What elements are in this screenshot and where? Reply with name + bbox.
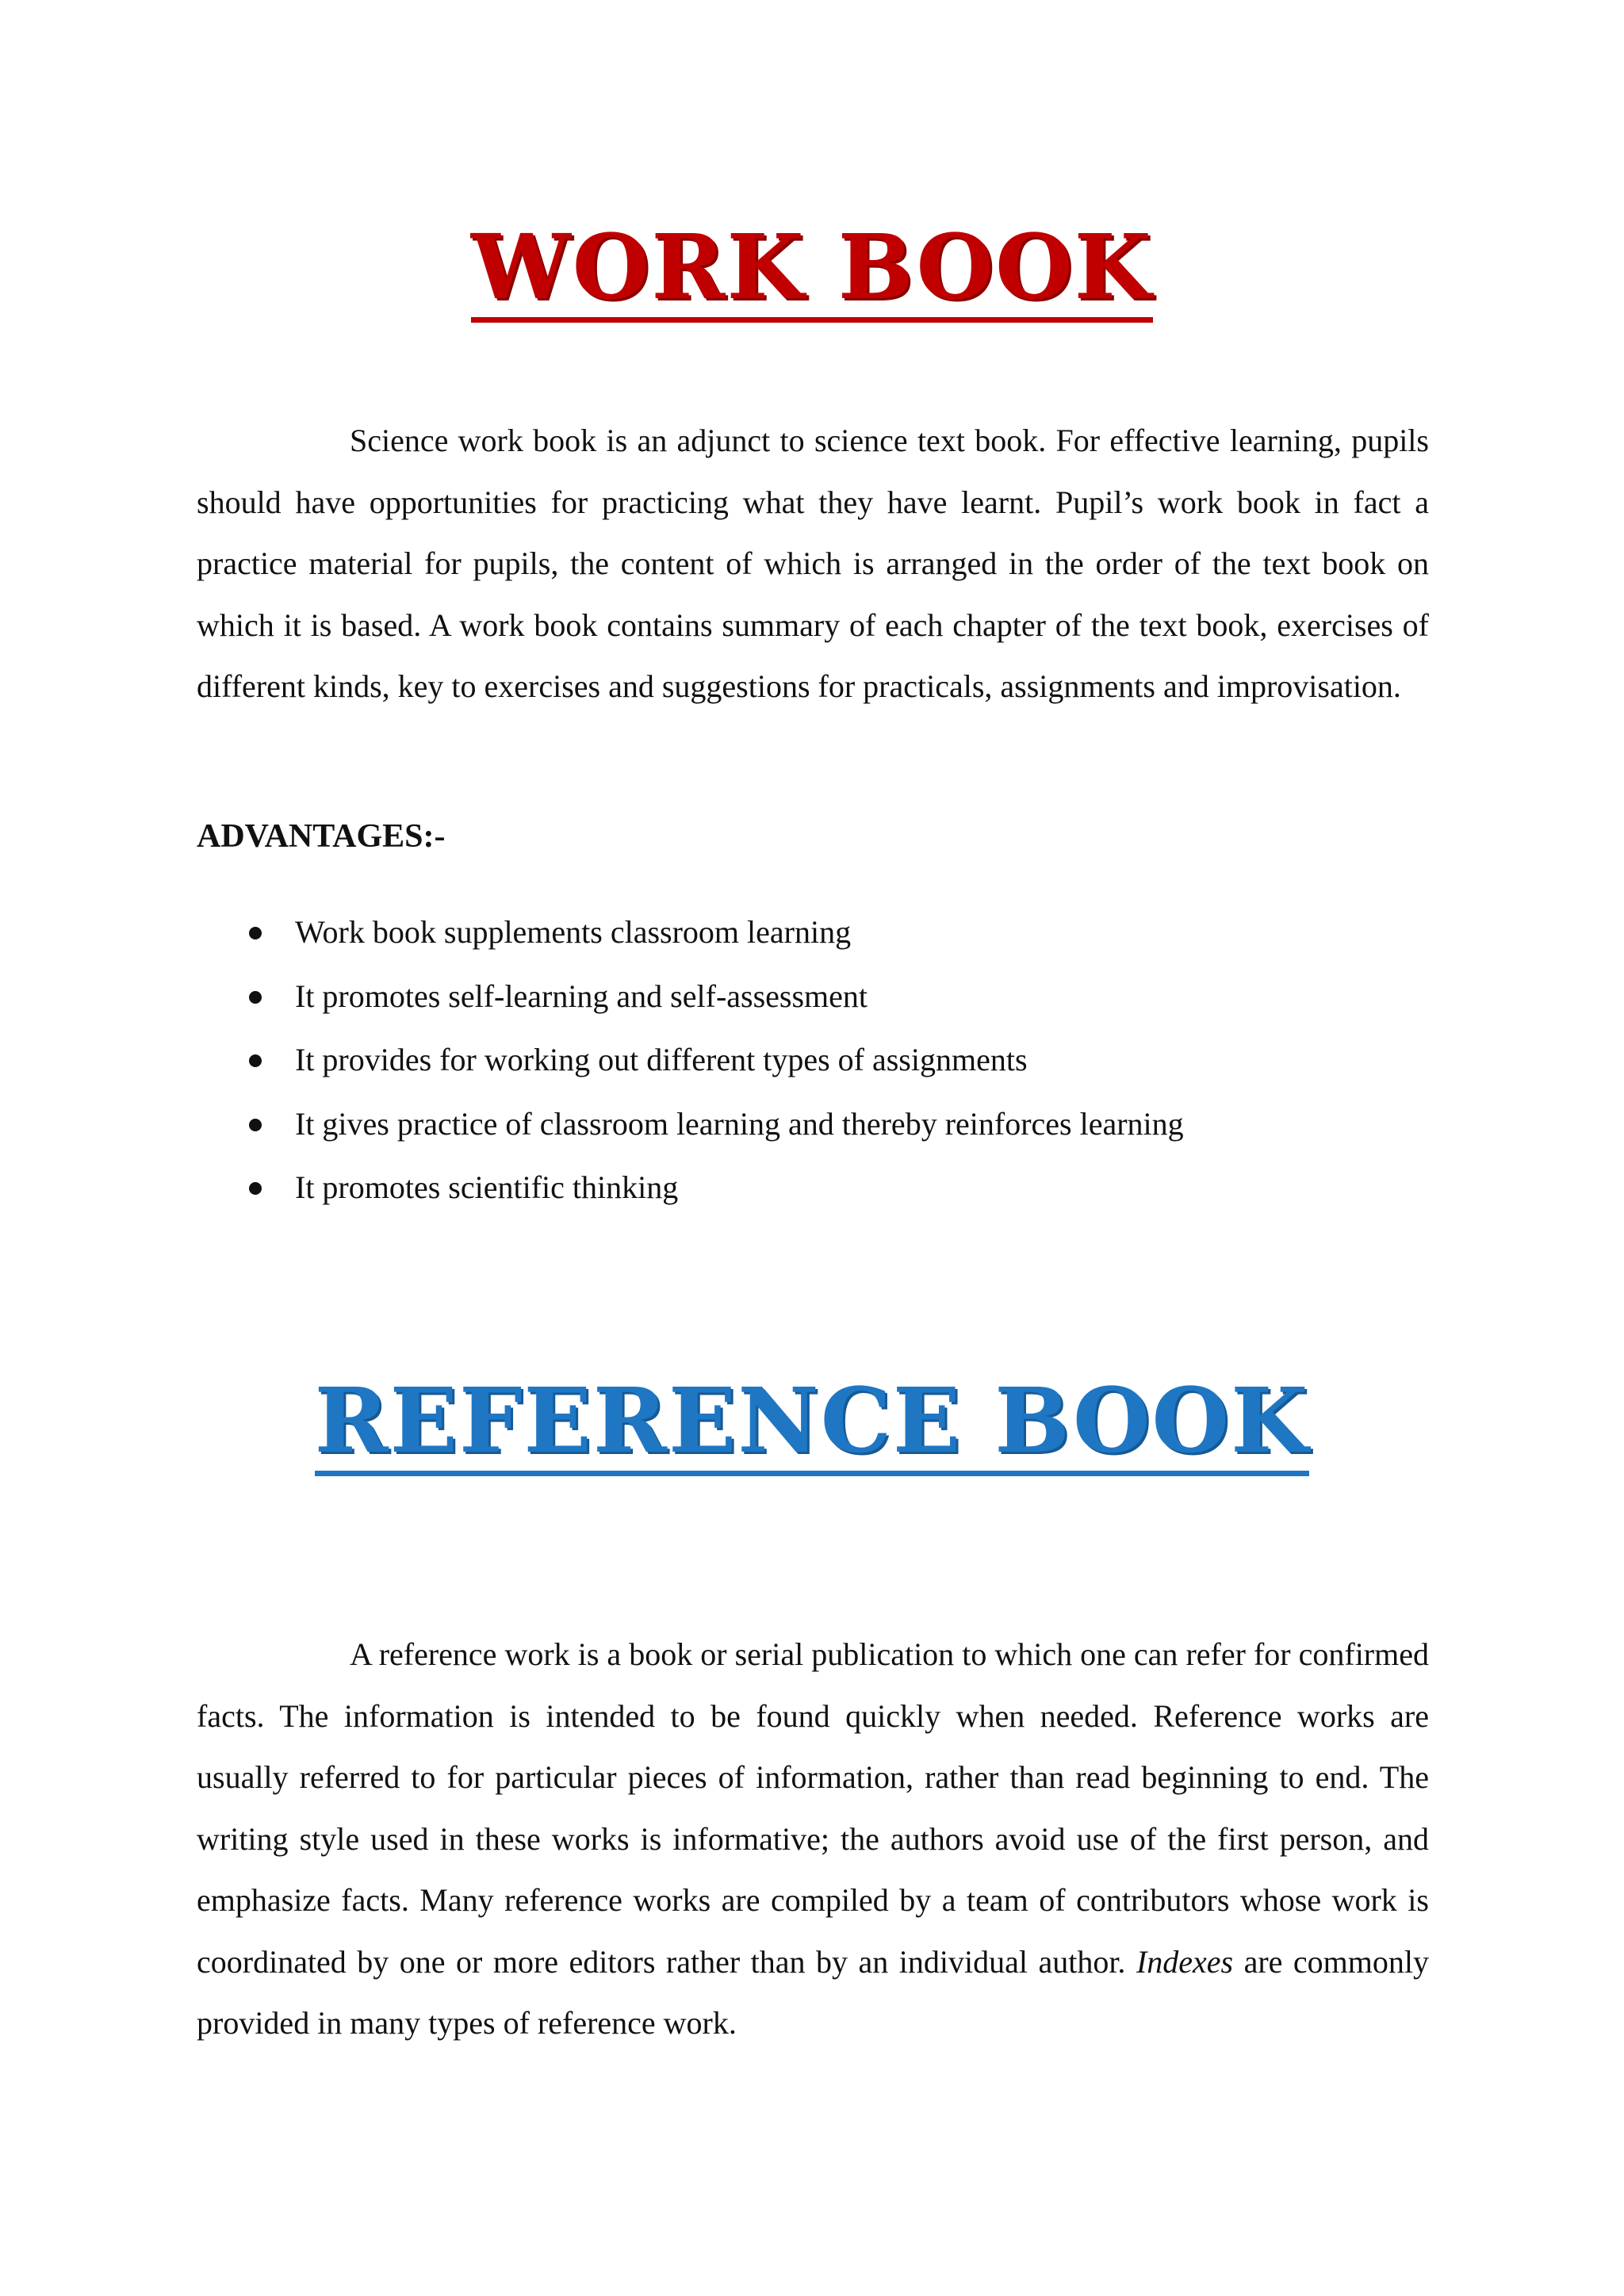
list-item: Work book supplements classroom learning [197, 901, 1434, 965]
indexes-italic-text: Indexes [1136, 1943, 1234, 1980]
bullet-icon [249, 1054, 262, 1067]
bullet-icon [249, 991, 262, 1004]
advantages-heading: ADVANTAGES:- [197, 818, 446, 855]
advantages-list [197, 901, 1434, 1220]
list-item: It promotes self-learning and self-assessment [197, 965, 1434, 1029]
work-book-title: WORK BOOK [0, 224, 1624, 323]
list-item: It provides for working out different types of assignments [197, 1028, 1434, 1093]
list-item: It promotes scientific thinking [197, 1156, 1434, 1220]
reference-book-title: REFERENCE BOOK [0, 1377, 1624, 1476]
reference-book-paragraph: A reference work is a book or serial publication to which one can refer for confirmed facts. The information is intended to be found quickly when needed. Reference works are usually referred to for particular pieces of information, rather than read beginning to end. The writing style used in these works is informative; the authors avoid use of the first person, and emphasize facts. Many reference works are compiled by a team of contributors whose work is coordinated by one or more editors rather than by an individual author. Indexes are commonly provided in many types of reference work. [197, 1636, 1430, 2041]
list-item: It gives practice of classroom learning and thereby reinforces learning [197, 1093, 1434, 1157]
bullet-icon [249, 1119, 262, 1131]
bullet-icon [249, 927, 262, 939]
bullet-icon [249, 1182, 262, 1195]
work-book-paragraph: Science work book is an adjunct to science text book. For effective learning, pupils should have opportunities for practicing what they have learnt. Pupil’s work book in fact a practice material for pupils, the content of which is arranged in the order of the text book on which it is based. A work book contains summary of each chapter of the text book, exercises of different kinds, key to exercises and suggestions for practicals, assignments and improvisation. [197, 423, 1429, 704]
